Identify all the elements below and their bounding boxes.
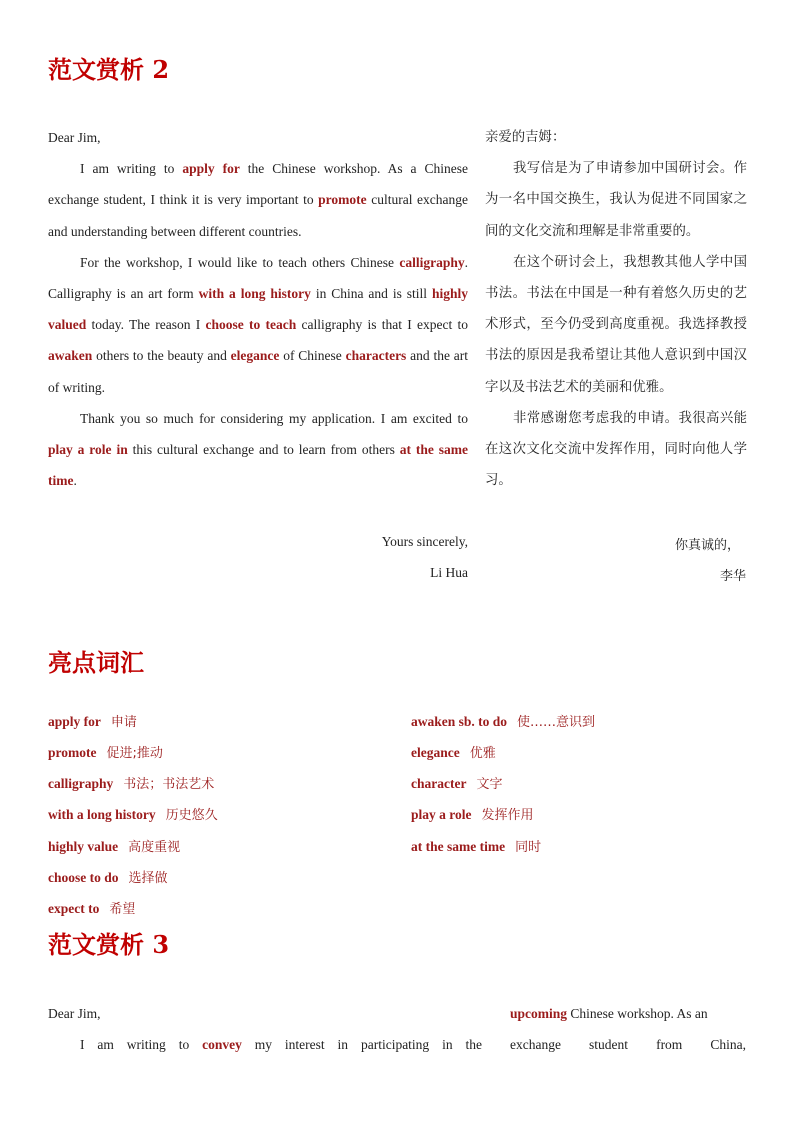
chinese-translation <box>485 122 747 496</box>
keyword: convey <box>202 1037 242 1053</box>
keyword: apply for <box>182 161 240 177</box>
letter-signature: Li Hua <box>430 565 468 580</box>
vocab-item: apply for 申请 <box>48 714 137 730</box>
vocab-item: character 文字 <box>411 776 503 792</box>
keyword: choose to teach <box>205 317 297 333</box>
zh-closing: 你真诚的， <box>674 538 740 553</box>
letter-paragraph-2: For the workshop, I would like to teach others Chinese calligraphy. Calligraphy is an art form with a long history in China and is still highly valued today. The reason I choose to teach calligraphy is that I expect to awaken others to the beauty and elegance of Chinese characters and the art of writing. <box>48 254 468 395</box>
vocab-item: at the same time 同时 <box>411 839 542 855</box>
keyword: at the same time <box>48 442 468 489</box>
zh-paragraph-1: 我写信是为了申请参加中国研讨会。作为一名中国交换生，我认为促进不同国家之间的文化交流和理解是非常重要的。 <box>485 161 747 239</box>
vocab-title: 亮点词汇 <box>48 648 144 677</box>
keyword: upcoming <box>510 1006 568 1021</box>
s3-right-line-2: exchange student from China, <box>510 1037 746 1053</box>
keyword: highly valued <box>48 286 468 333</box>
english-letter <box>48 122 468 496</box>
section-3-letter <box>48 998 482 1060</box>
s3-salutation: Dear Jim, <box>48 1006 101 1021</box>
vocab-item: highly value 高度重视 <box>48 839 181 855</box>
section-2-title: 范文赏析 2 <box>48 55 170 84</box>
zh-signature: 李华 <box>719 569 746 584</box>
letter-closing: Yours sincerely, <box>381 534 468 549</box>
letter-paragraph-1: I am writing to apply for the Chinese workshop. As a Chinese exchange student, I think it is very important to promote cultural exchange and understanding between different countries. <box>48 161 469 239</box>
zh-salutation: 亲爱的吉姆： <box>485 130 566 145</box>
keyword: characters <box>345 348 407 364</box>
keyword: elegance <box>230 348 280 364</box>
keyword: awaken <box>48 348 93 364</box>
zh-paragraph-3: 非常感谢您考虑我的申请。我很高兴能在这次文化交流中发挥作用，同时向他人学习。 <box>485 410 747 489</box>
vocab-item: expect to 希望 <box>48 901 136 917</box>
letter-paragraph-3: Thank you so much for considering my application. I am excited to play a role in this cultural exchange and to learn from others at the same time. <box>48 410 468 489</box>
section-3-continued <box>510 998 746 1060</box>
vocab-item: with a long history 历史悠久 <box>48 807 218 823</box>
s3-right-line-1: upcoming Chinese workshop. As an <box>510 1006 708 1021</box>
vocab-item: calligraphy 书法；书法艺术 <box>48 776 215 792</box>
keyword: promote <box>318 192 367 208</box>
s3-paragraph-1: I am writing to convey my interest in participating in the <box>80 1037 482 1053</box>
zh-paragraph-2: 在这个研讨会上，我想教其他人学中国书法。书法在中国是一种有着悠久历史的艺术形式，至今仍受到高度重视。我选择教授书法的原因是我希望让其他人意识到中国汉字以及书法艺术的美丽和优雅。 <box>485 254 747 395</box>
section-3-title: 范文赏析 3 <box>48 930 170 959</box>
vocab-item: awaken sb. to do 使……意识到 <box>411 714 596 730</box>
vocab-item: play a role 发挥作用 <box>411 807 534 823</box>
vocab-item: choose to do 选择做 <box>48 870 168 886</box>
letter-salutation: Dear Jim, <box>48 130 101 145</box>
vocab-item: elegance 优雅 <box>411 745 496 761</box>
keyword: play a role in <box>48 442 128 458</box>
keyword: calligraphy <box>399 254 465 270</box>
vocab-item: promote 促进;推动 <box>48 745 163 761</box>
keyword: with a long history <box>198 286 311 302</box>
